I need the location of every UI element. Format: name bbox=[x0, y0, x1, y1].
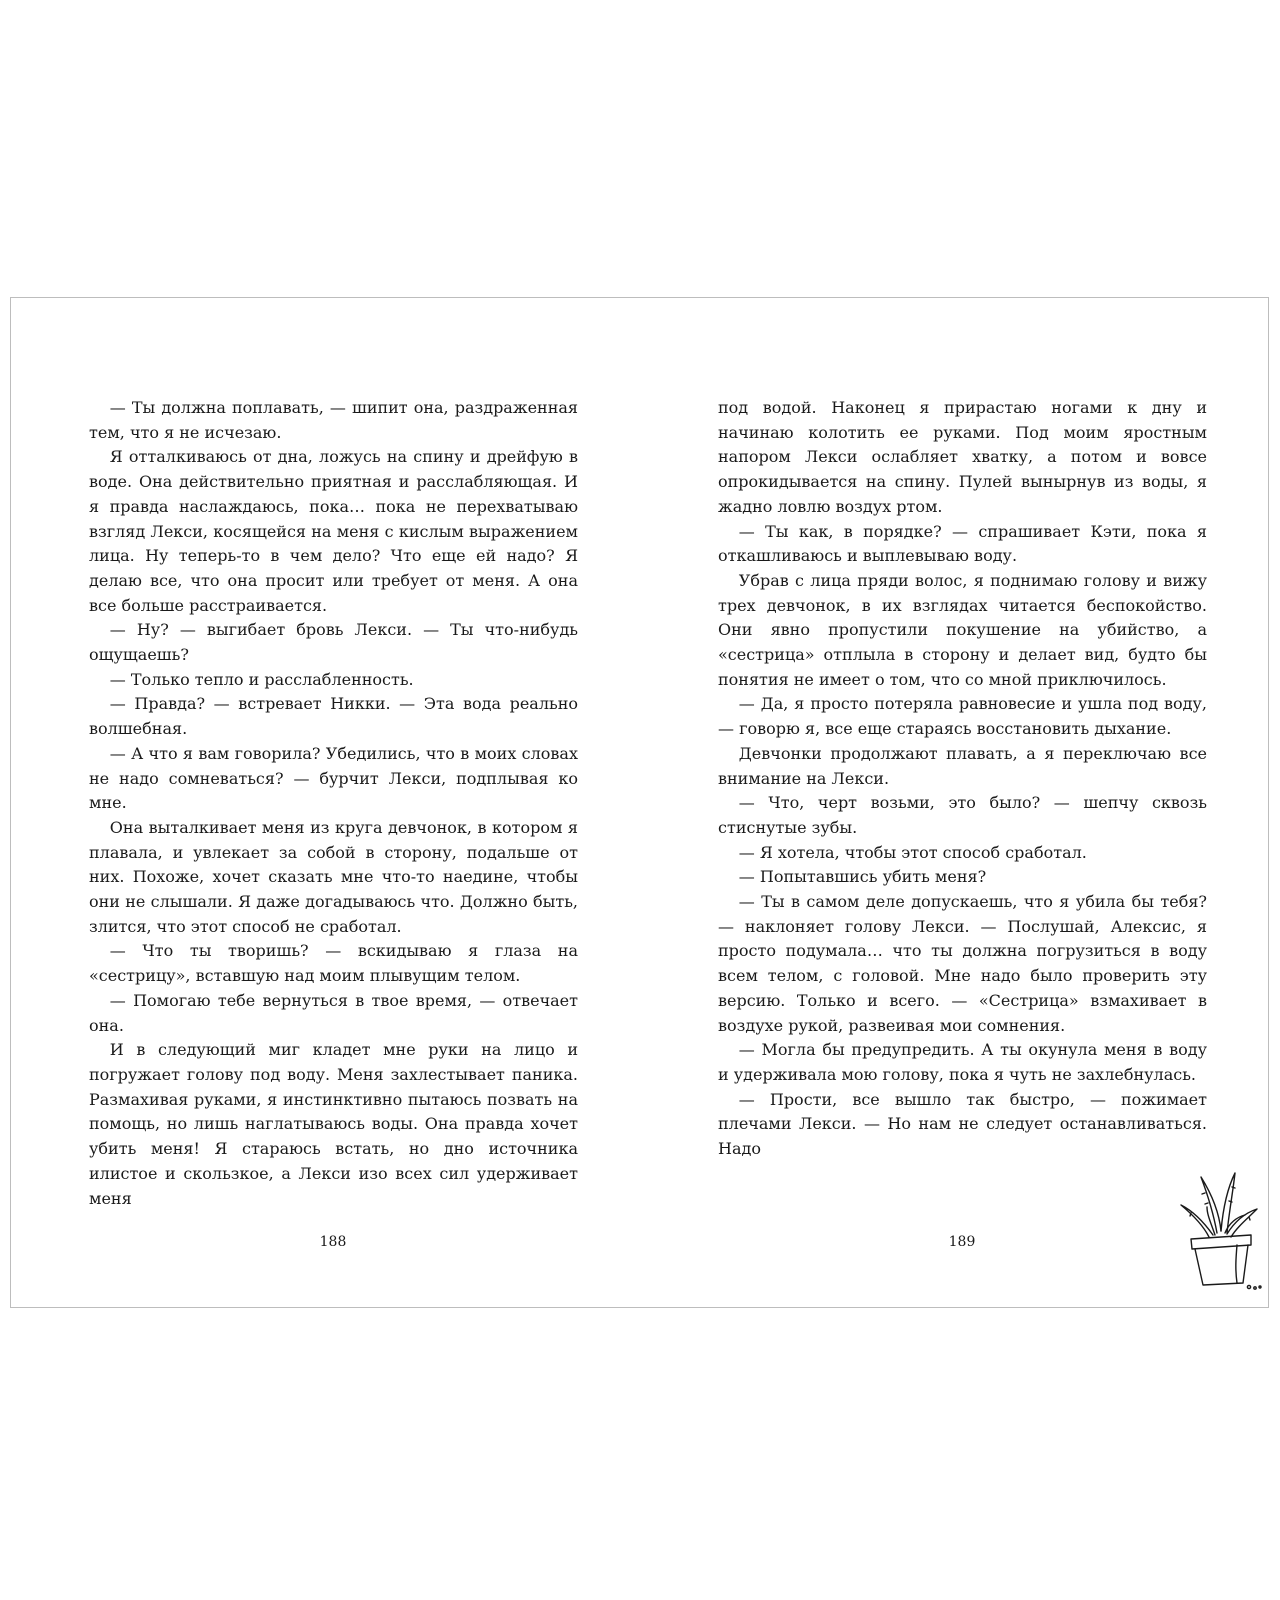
paragraph: — Могла бы предупредить. А ты окунула меня в воду и удерживала мою голову, пока я чуть не захлебнулась. bbox=[718, 1040, 1207, 1084]
paragraph: — Ты должна поплавать, — шипит она, раздраженная тем, что я не исчезаю. bbox=[89, 398, 578, 442]
paragraph: — Правда? — встревает Никки. — Эта вода реально волшебная. bbox=[89, 694, 578, 739]
paragraph: — Что ты творишь? — вскидываю я глаза на «сестрицу», вставшую над моим плывущим телом. bbox=[89, 941, 578, 986]
paragraph: — Только тепло и расслабленность. bbox=[109, 669, 414, 689]
continued-paragraph: под водой. Наконец я прирастаю ногами к дну и начинаю колотить ее руками. Под моим яростным напором Лекси ослабляет хватку, а потом и вовсе опрокидывается на спину. Пулей вынырнув из воды, я жадно ловлю воздух ртом. bbox=[718, 398, 1207, 516]
paragraph: Убрав с лица пряди волос, я поднимаю голову и вижу трех девчонок, в их взглядах читается беспокойство. Они явно пропустили покушение на убийство, а «сестрица» отплыла в сторону и делает вид, будто бы понятия не имеет о том, что со мной приключилось. bbox=[718, 570, 1207, 689]
paragraph: — Прости, все вышло так быстро, — пожимает плечами Лекси. — Но нам не следует останавливаться. Надо bbox=[718, 1089, 1207, 1159]
book-spread bbox=[10, 297, 1269, 1308]
left-page-text bbox=[89, 396, 578, 1211]
paragraph: — Я хотела, чтобы этот способ сработал. bbox=[738, 842, 1087, 862]
paragraph: И в следующий миг кладет мне руки на лицо и погружает голову под воду. Меня захлестывает паника. Размахивая руками, я инстинктивно пытаюсь позвать на помощь, но лишь наглатываюсь воды. Она правда хочет убить меня! Я стараюсь встать, но дно источника илистое и скользкое, а Лекси изо всех сил удерживает меня bbox=[89, 1040, 578, 1208]
paragraph: — Да, я просто потеряла равновесие и ушла под воду, — говорю я, все еще стараясь восстановить дыхание. bbox=[718, 694, 1207, 739]
page-number-left: 188 bbox=[319, 1234, 347, 1250]
paragraph: Девчонки продолжают плавать, а я переключаю все внимание на Лекси. bbox=[718, 743, 1207, 788]
paragraph: — Помогаю тебе вернуться в твое время, — отвечает она. bbox=[89, 990, 578, 1035]
page-number-right: 189 bbox=[948, 1234, 976, 1250]
paragraph: — Ты как, в порядке? — спрашивает Кэти, пока я откашливаюсь и выплевываю воду. bbox=[718, 521, 1207, 566]
paragraph: Я отталкиваюсь от дна, ложусь на спину и дрейфую в воде. Она действительно приятная и расслабляющая. И я правда наслаждаюсь, пока… пока не перехватываю взгляд Лекси, косящейся на меня с кислым выражением лица. Ну теперь-то в чем дело? Что еще ей надо? Я делаю все, что она просит или требует от меня. А она все больше расстраивается. bbox=[89, 447, 578, 615]
paragraph: Она выталкивает меня из круга девчонок, в котором я плавала, и увлекает за собой в сторону, подальше от них. Похоже, хочет сказать мне что-то наедине, чтобы они не слышали. Я даже догадываюсь что. Должно быть, злится, что этот способ не сработал. bbox=[89, 817, 578, 936]
paragraph: — Ну? — выгибает бровь Лекси. — Ты что-нибудь ощущаешь? bbox=[89, 620, 578, 665]
paragraph: — А что я вам говорила? Убедились, что в моих словах не надо сомневаться? — бурчит Лекси, подплывая ко мне. bbox=[89, 743, 578, 813]
paragraph: — Что, черт возьми, это было? — шепчу сквозь стиснутые зубы. bbox=[718, 793, 1207, 837]
paragraph: — Попытавшись убить меня? bbox=[738, 867, 987, 887]
paragraph: — Ты в самом деле допускаешь, что я убила бы тебя? — наклоняет голову Лекси. — Послушай, Алексис, я просто подумала… что ты должна погрузиться в воду всем телом, с головой. Мне надо было проверить эту версию. Только и всего. — «Сестрица» взмахивает в воздухе рукой, развеивая мои сомнения. bbox=[718, 892, 1207, 1035]
potted-aloe-plant-icon bbox=[1177, 1171, 1265, 1293]
right-page-text bbox=[718, 396, 1207, 1162]
